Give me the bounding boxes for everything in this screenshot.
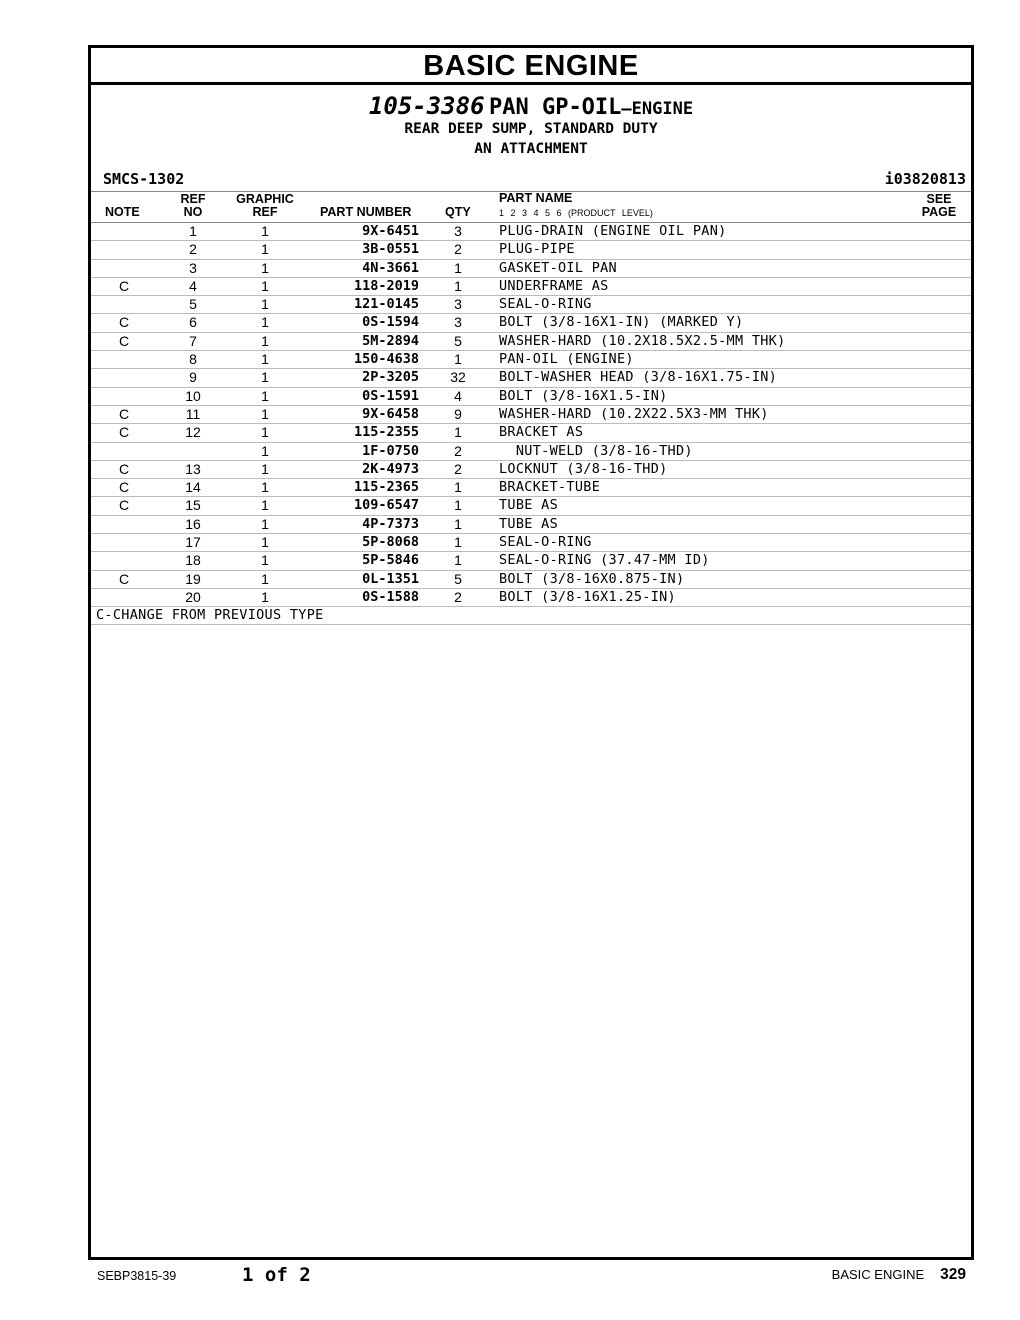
qty-cell: 2 (454, 588, 462, 605)
page-number: 329 (940, 1266, 966, 1283)
part-number-cell: 121-0145 (353, 296, 419, 313)
part-name-cell: WASHER-HARD (10.2X22.5X3-MM THK) (499, 405, 769, 422)
part-name-cell: UNDERFRAME AS (499, 277, 609, 294)
table-row (91, 589, 971, 607)
table-row (91, 296, 971, 314)
note-cell: C (118, 332, 130, 349)
part-name-cell: TUBE AS (499, 497, 558, 514)
table-row (91, 552, 971, 570)
header-ref-top: REF (180, 192, 206, 206)
part-number-cell: 3B-0551 (362, 241, 419, 258)
ref-no-cell: 7 (189, 332, 197, 349)
header-graphic-top: GRAPHIC (236, 192, 294, 206)
part-name-cell: SEAL-O-RING (499, 534, 592, 551)
graphic-ref-cell: 1 (261, 277, 269, 294)
part-number-cell: 115-2365 (353, 479, 419, 496)
table-row (91, 461, 971, 479)
ref-no-cell: 1 (189, 223, 197, 239)
part-number-cell: 4N-3661 (362, 259, 419, 276)
part-number-cell: 109-6547 (353, 497, 419, 514)
part-name-cell: SEAL-O-RING (499, 296, 592, 313)
ref-no-cell: 16 (185, 515, 201, 532)
table-row (91, 260, 971, 278)
note-cell: C (118, 479, 130, 496)
part-number-cell: 5M-2894 (362, 332, 419, 349)
header-part-name: PART NAME (499, 191, 573, 205)
graphic-ref-cell: 1 (261, 351, 269, 368)
ref-no-cell: 18 (185, 552, 201, 569)
part-name-cell: BOLT-WASHER HEAD (3/8-16X1.75-IN) (499, 369, 778, 386)
header-graphic-ref (233, 193, 297, 219)
graphic-ref-cell: 1 (261, 424, 269, 441)
ref-no-cell: 17 (185, 534, 201, 551)
part-number-cell: 118-2019 (353, 277, 419, 294)
part-number-cell: 5P-8068 (362, 534, 419, 551)
ref-no-cell: 11 (185, 405, 201, 422)
part-number-cell: 0S-1588 (362, 588, 419, 605)
footer-section (832, 1266, 966, 1284)
header-ref (177, 193, 209, 219)
group-subtitle-2: AN ATTACHMENT (474, 141, 588, 157)
qty-cell: 1 (454, 259, 462, 276)
parts-table-body (91, 223, 971, 607)
header-see-page (919, 193, 959, 219)
qty-cell: 1 (454, 552, 462, 569)
table-row (91, 406, 971, 424)
part-number-cell: 9X-6451 (362, 223, 419, 239)
part-number-cell: 4P-7373 (362, 515, 419, 532)
page-of-indicator: 1 of 2 (242, 1264, 311, 1286)
note-cell: C (118, 277, 130, 294)
group-heading (91, 93, 971, 119)
parts-page-frame (88, 45, 974, 1260)
table-row (91, 241, 971, 259)
header-ref-bottom: NO (183, 205, 203, 219)
part-number-cell: 0L-1351 (362, 570, 419, 587)
change-footnote: C-CHANGE FROM PREVIOUS TYPE (91, 607, 971, 625)
smcs-code: SMCS-1302 (103, 170, 185, 188)
table-row (91, 571, 971, 589)
header-see-bottom: PAGE (921, 205, 957, 219)
part-number-cell: 0S-1594 (362, 314, 419, 331)
qty-cell: 1 (454, 479, 462, 496)
table-row (91, 424, 971, 442)
note-cell: C (118, 460, 130, 477)
graphic-ref-cell: 1 (261, 259, 269, 276)
part-name-cell: BOLT (3/8-16X1.25-IN) (499, 588, 676, 605)
qty-cell: 2 (454, 241, 462, 258)
note-cell: C (118, 570, 130, 587)
illustration-id: i03820813 (884, 170, 966, 188)
section-title: BASIC ENGINE (91, 48, 971, 85)
qty-cell: 1 (454, 351, 462, 368)
part-name-cell: BRACKET-TUBE (499, 479, 601, 496)
note-cell: C (118, 405, 130, 422)
header-see-top: SEE (926, 192, 952, 206)
qty-cell: 1 (454, 424, 462, 441)
document-id: SEBP3815-39 (97, 1269, 177, 1283)
part-name-cell: WASHER-HARD (10.2X18.5X2.5-MM THK) (499, 332, 786, 349)
graphic-ref-cell: 1 (261, 405, 269, 422)
ref-no-cell: 14 (185, 479, 201, 496)
graphic-ref-cell: 1 (261, 241, 269, 258)
ref-no-cell: 5 (189, 296, 197, 313)
ref-no-cell: 13 (185, 460, 201, 477)
qty-cell: 32 (450, 369, 466, 386)
note-cell: C (118, 314, 130, 331)
header-product-levels: 1 2 3 4 5 6 (PRODUCT LEVEL) (499, 208, 653, 218)
ref-no-cell: 15 (185, 497, 201, 514)
ref-no-cell: 10 (185, 387, 201, 404)
qty-cell: 2 (454, 460, 462, 477)
table-row (91, 497, 971, 515)
table-row (91, 223, 971, 241)
qty-cell: 1 (454, 534, 462, 551)
graphic-ref-cell: 1 (261, 460, 269, 477)
graphic-ref-cell: 1 (261, 497, 269, 514)
graphic-ref-cell: 1 (261, 296, 269, 313)
qty-cell: 1 (454, 515, 462, 532)
graphic-ref-cell: 1 (261, 442, 269, 459)
part-name-cell: LOCKNUT (3/8-16-THD) (499, 460, 668, 477)
part-number-cell: 9X-6458 (362, 405, 419, 422)
graphic-ref-cell: 1 (261, 570, 269, 587)
part-name-cell: PAN-OIL (ENGINE) (499, 351, 634, 368)
graphic-ref-cell: 1 (261, 314, 269, 331)
part-name-cell: PLUG-DRAIN (ENGINE OIL PAN) (499, 223, 727, 239)
ref-no-cell: 6 (189, 314, 197, 331)
graphic-ref-cell: 1 (261, 369, 269, 386)
part-number-cell: 115-2355 (353, 424, 419, 441)
ref-no-cell: 19 (185, 570, 201, 587)
graphic-ref-cell: 1 (261, 387, 269, 404)
table-row (91, 443, 971, 461)
table-row (91, 278, 971, 296)
qty-cell: 1 (454, 277, 462, 294)
qty-cell: 4 (454, 387, 462, 404)
table-row (91, 369, 971, 387)
group-name: PAN GP-OIL (488, 95, 622, 120)
part-name-cell: SEAL-O-RING (37.47-MM ID) (499, 552, 710, 569)
table-row (91, 388, 971, 406)
ref-no-cell: 4 (189, 277, 197, 294)
part-number-cell: 0S-1591 (362, 387, 419, 404)
table-row (91, 516, 971, 534)
graphic-ref-cell: 1 (261, 552, 269, 569)
part-name-cell: TUBE AS (499, 515, 558, 532)
part-number-cell: 1F-0750 (362, 442, 419, 459)
table-row (91, 351, 971, 369)
part-number-cell: 5P-5846 (362, 552, 419, 569)
part-number-cell: 2K-4973 (362, 460, 419, 477)
qty-cell: 9 (454, 405, 462, 422)
id-row (91, 165, 971, 191)
ref-no-cell: 2 (189, 241, 197, 258)
table-row (91, 479, 971, 497)
ref-no-cell: 9 (189, 369, 197, 386)
header-part-number: PART NUMBER (320, 205, 412, 219)
graphic-ref-cell: 1 (261, 332, 269, 349)
qty-cell: 2 (454, 442, 462, 459)
qty-cell: 5 (454, 570, 462, 587)
part-name-cell: BOLT (3/8-16X1.5-IN) (499, 387, 668, 404)
part-number-cell: 150-4638 (353, 351, 419, 368)
table-row (91, 333, 971, 351)
qty-cell: 3 (454, 314, 462, 331)
ref-no-cell: 20 (185, 588, 201, 605)
qty-cell: 3 (454, 296, 462, 313)
part-name-cell: PLUG-PIPE (499, 241, 575, 258)
part-number-cell: 2P-3205 (362, 369, 419, 386)
qty-cell: 5 (454, 332, 462, 349)
group-suffix: —ENGINE (621, 99, 694, 119)
note-cell: C (118, 497, 130, 514)
table-header (91, 191, 971, 223)
note-cell: C (118, 424, 130, 441)
part-name-cell: BOLT (3/8-16X0.875-IN) (499, 570, 685, 587)
graphic-ref-cell: 1 (261, 479, 269, 496)
table-row (91, 534, 971, 552)
table-row (91, 314, 971, 332)
graphic-ref-cell: 1 (261, 588, 269, 605)
header-note: NOTE (105, 205, 140, 219)
part-name-cell: GASKET-OIL PAN (499, 259, 617, 276)
ref-no-cell: 3 (189, 259, 197, 276)
footer-section-name: BASIC ENGINE (831, 1267, 925, 1282)
graphic-ref-cell: 1 (261, 223, 269, 239)
part-name-cell: BRACKET AS (499, 424, 584, 441)
ref-no-cell: 8 (189, 351, 197, 368)
header-qty: QTY (445, 205, 471, 219)
group-subtitle-1: REAR DEEP SUMP, STANDARD DUTY (404, 121, 658, 137)
part-name-cell: NUT-WELD (3/8-16-THD) (499, 442, 693, 459)
qty-cell: 1 (454, 497, 462, 514)
part-name-cell: BOLT (3/8-16X1-IN) (MARKED Y) (499, 314, 744, 331)
graphic-ref-cell: 1 (261, 515, 269, 532)
qty-cell: 3 (454, 223, 462, 239)
graphic-ref-cell: 1 (261, 534, 269, 551)
ref-no-cell: 12 (185, 424, 201, 441)
header-graphic-bottom: REF (252, 205, 278, 219)
group-number: 105-3386 (368, 92, 485, 120)
